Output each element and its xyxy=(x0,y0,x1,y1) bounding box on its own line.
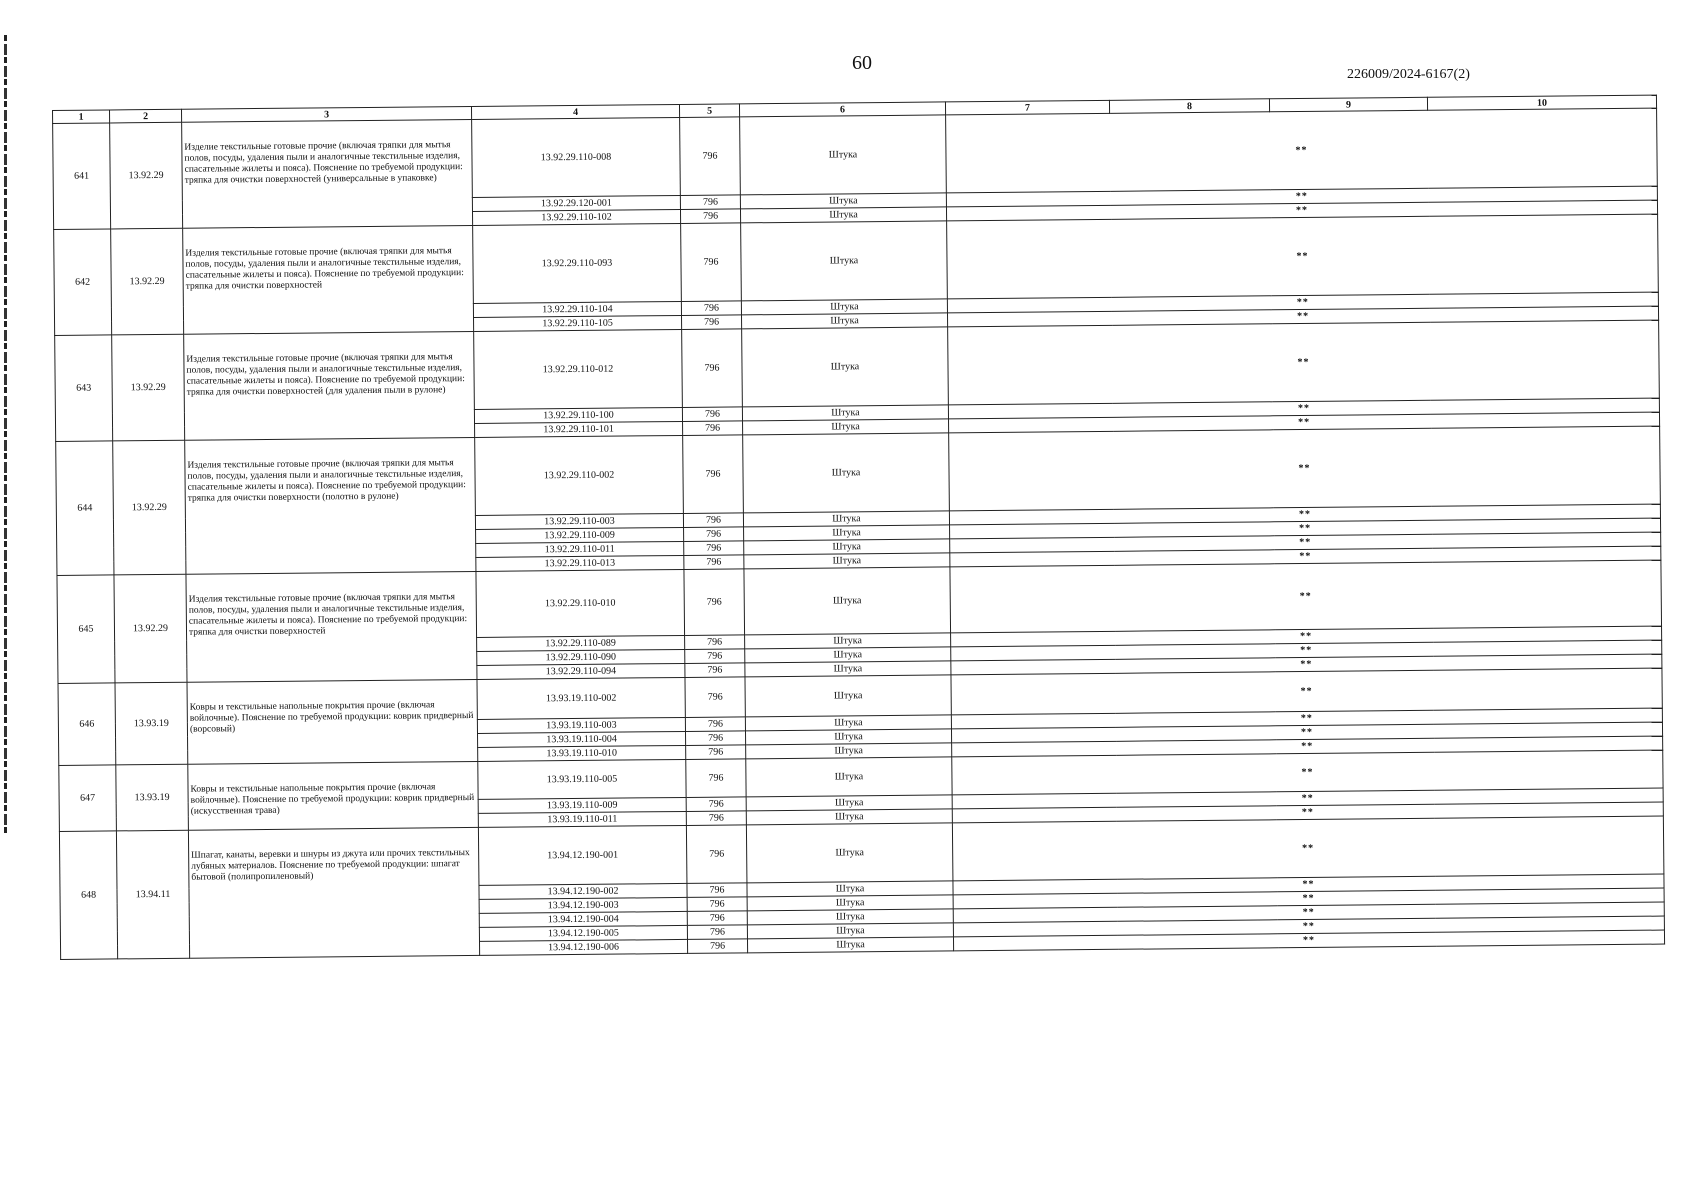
ktru-code: 13.94.12.190-006 xyxy=(480,939,688,955)
unit-name: Штука xyxy=(747,937,953,953)
characteristics-note: ** xyxy=(950,518,1661,539)
page-number: 60 xyxy=(852,52,872,74)
characteristics-note: ** xyxy=(953,916,1664,937)
ktru-code: 13.94.12.190-001 xyxy=(478,825,687,885)
table-body xyxy=(53,108,1665,959)
ktru-code: 13.93.19.110-009 xyxy=(478,797,686,813)
characteristics-note: ** xyxy=(950,546,1661,567)
unit-name: Штука xyxy=(744,567,951,635)
okei-code: 796 xyxy=(684,569,745,636)
ktru-code: 13.93.19.110-004 xyxy=(478,731,686,747)
unit-name: Штука xyxy=(741,313,947,329)
okei-code: 796 xyxy=(683,435,744,514)
item-description: Ковры и текстильные напольные покрытия прочие (включая войлочные). Пояснение по требуемой продукции: коврик придверный (ворсовый) xyxy=(187,679,478,764)
item-description: Шпагат, канаты, веревки и шнуры из джута или прочих текстильных лубяных материалов. Пояснение по требуемой продукции: шпагат бытовой (полипропиленовый) xyxy=(188,827,479,958)
unit-name: Штука xyxy=(740,115,947,195)
unit-name: Штука xyxy=(745,729,951,745)
okei-code: 796 xyxy=(686,811,746,826)
characteristics-note: ** xyxy=(947,306,1658,327)
okei-code: 796 xyxy=(682,315,742,330)
okei-code: 796 xyxy=(687,925,747,940)
okpd-code: 13.92.29 xyxy=(113,440,186,575)
ktru-code: 13.94.12.190-002 xyxy=(479,883,687,899)
document-number: 226009/2024-6167(2) xyxy=(1347,67,1470,82)
okei-code: 796 xyxy=(680,209,740,224)
ktru-code: 13.92.29.110-009 xyxy=(476,527,684,543)
unit-name: Штука xyxy=(746,795,952,811)
column-header-9: 9 xyxy=(1269,97,1427,112)
okei-code: 796 xyxy=(686,759,746,798)
ktru-code: 13.93.19.110-002 xyxy=(477,677,685,719)
ktru-code: 13.93.19.110-011 xyxy=(478,811,686,827)
characteristics-note: ** xyxy=(947,292,1658,313)
unit-name: Штука xyxy=(745,715,951,731)
okpd-code: 13.93.19 xyxy=(116,764,189,831)
characteristics-note: ** xyxy=(952,750,1663,795)
characteristics-note: ** xyxy=(952,802,1663,823)
characteristics-note: ** xyxy=(952,736,1663,757)
ktru-code: 13.92.29.110-012 xyxy=(474,329,683,409)
unit-name: Штука xyxy=(744,539,950,555)
okei-code: 796 xyxy=(686,797,746,812)
okei-code: 796 xyxy=(682,329,743,408)
characteristics-note: ** xyxy=(951,668,1662,715)
item-number: 643 xyxy=(55,335,113,442)
okei-code: 796 xyxy=(687,939,747,954)
item-description: Изделия текстильные готовые прочие (включая тряпки для мытья полов, посуды, удаления пыли и аналогичные текстильные изделия, спасательные жилеты и пояса). Пояснение по требуемой продукции: тряпка для очистки поверхностей xyxy=(186,571,477,682)
characteristics-note: ** xyxy=(953,888,1664,909)
ktru-code: 13.94.12.190-003 xyxy=(479,897,687,913)
okpd-code: 13.94.11 xyxy=(116,830,189,959)
okpd-code: 13.92.29 xyxy=(111,228,184,335)
okei-code: 796 xyxy=(685,663,745,678)
ktru-code: 13.93.19.110-010 xyxy=(478,745,686,761)
characteristics-note: ** xyxy=(952,788,1663,809)
okei-code: 796 xyxy=(680,195,740,210)
okei-code: 796 xyxy=(680,117,741,196)
okpd-code: 13.92.29 xyxy=(110,122,183,229)
okei-code: 796 xyxy=(686,745,746,760)
ktru-code: 13.94.12.190-004 xyxy=(479,911,687,927)
okei-code: 796 xyxy=(687,883,747,898)
unit-name: Штука xyxy=(747,895,953,911)
item-description: Изделия текстильные готовые прочие (включая тряпки для мытья полов, посуды, удаления пыли и аналогичные текстильные изделия, спасательные жилеты и пояса). Пояснение по требуемой продукции: тряпка для очистки поверхностей xyxy=(183,225,474,334)
okpd-code: 13.92.29 xyxy=(114,574,187,683)
ktru-code: 13.94.12.190-005 xyxy=(479,925,687,941)
unit-name: Штука xyxy=(745,661,951,677)
unit-name: Штука xyxy=(746,757,952,797)
okei-code: 796 xyxy=(684,527,744,542)
characteristics-note: ** xyxy=(952,816,1664,881)
characteristics-note: ** xyxy=(953,930,1664,951)
ktru-code: 13.92.29.110-008 xyxy=(472,117,681,197)
ktru-code: 13.93.19.110-005 xyxy=(478,759,686,799)
ktru-code: 13.93.19.110-003 xyxy=(477,717,685,733)
column-header-1: 1 xyxy=(53,110,110,124)
item-description: Ковры и текстильные напольные покрытия прочие (включая войлочные). Пояснение по требуемой продукции: коврик придверный (искусственная трава) xyxy=(188,761,479,830)
characteristics-note: ** xyxy=(951,708,1662,729)
unit-name: Штука xyxy=(743,419,949,435)
unit-name: Штука xyxy=(747,909,953,925)
characteristics-note: ** xyxy=(953,902,1664,923)
characteristics-note: ** xyxy=(947,214,1659,299)
okei-code: 796 xyxy=(684,555,744,570)
scan-binding-edge xyxy=(4,35,7,835)
column-header-7: 7 xyxy=(945,100,1109,115)
ktru-code: 13.92.29.110-105 xyxy=(474,315,682,331)
ktru-code: 13.92.29.110-093 xyxy=(473,223,682,303)
item-number: 647 xyxy=(59,765,117,832)
characteristics-note: ** xyxy=(949,412,1660,433)
unit-name: Штука xyxy=(742,327,949,407)
column-header-2: 2 xyxy=(110,109,182,123)
unit-name: Штука xyxy=(747,881,953,897)
ktru-code: 13.92.29.110-003 xyxy=(475,513,683,529)
unit-name: Штука xyxy=(745,633,951,649)
ktru-code: 13.92.29.110-101 xyxy=(475,421,683,437)
unit-name: Штука xyxy=(745,647,951,663)
characteristics-note: ** xyxy=(949,426,1661,511)
item-number: 644 xyxy=(56,441,114,576)
unit-name: Штука xyxy=(743,511,949,527)
okei-code: 796 xyxy=(686,825,747,884)
unit-name: Штука xyxy=(747,923,953,939)
okei-code: 796 xyxy=(685,717,745,732)
characteristics-note: ** xyxy=(946,108,1658,193)
okei-code: 796 xyxy=(685,731,745,746)
okei-code: 796 xyxy=(685,649,745,664)
unit-name: Штука xyxy=(740,193,946,209)
unit-name: Штука xyxy=(743,433,950,513)
item-number: 645 xyxy=(57,575,115,684)
ktru-code: 13.92.29.110-100 xyxy=(474,407,682,423)
okei-code: 796 xyxy=(687,911,747,926)
procurement-table-sheet xyxy=(52,95,1664,960)
unit-name: Штука xyxy=(746,823,953,883)
characteristics-note: ** xyxy=(950,560,1662,633)
column-header-6: 6 xyxy=(739,102,945,117)
item-number: 646 xyxy=(58,683,116,766)
characteristics-note: ** xyxy=(950,532,1661,553)
ktru-code: 13.92.29.110-013 xyxy=(476,555,684,571)
okei-code: 796 xyxy=(687,897,747,912)
unit-name: Штука xyxy=(740,207,946,223)
okpd-code: 13.92.29 xyxy=(112,334,185,441)
unit-name: Штука xyxy=(746,809,952,825)
okei-code: 796 xyxy=(682,407,742,422)
ktru-code: 13.92.29.110-010 xyxy=(476,569,685,637)
okei-code: 796 xyxy=(681,223,742,302)
ktru-code: 13.92.29.110-002 xyxy=(475,435,684,515)
item-description: Изделия текстильные готовые прочие (включая тряпки для мытья полов, посуды, удаления пыли и аналогичные текстильные изделия, спасательные жилеты и пояса). Пояснение по требуемой продукции: тряпка для очистки поверхностей (для удаления пыли в рулоне) xyxy=(184,331,475,440)
column-header-5: 5 xyxy=(679,104,739,118)
characteristics-note: ** xyxy=(948,320,1660,405)
ktru-code: 13.92.29.120-001 xyxy=(472,195,680,211)
okei-code: 796 xyxy=(685,677,745,718)
ktru-code: 13.92.29.110-090 xyxy=(477,649,685,665)
characteristics-note: ** xyxy=(946,200,1657,221)
column-header-10: 10 xyxy=(1427,95,1656,110)
characteristics-note: ** xyxy=(951,722,1662,743)
column-header-8: 8 xyxy=(1109,99,1269,114)
unit-name: Штука xyxy=(742,405,948,421)
column-header-3: 3 xyxy=(181,106,471,122)
ktru-code: 13.92.29.110-104 xyxy=(473,301,681,317)
unit-name: Штука xyxy=(741,299,947,315)
item-number: 641 xyxy=(53,123,111,230)
ktru-code: 13.92.29.110-011 xyxy=(476,541,684,557)
okpd-code: 13.93.19 xyxy=(115,682,188,765)
item-description: Изделия текстильные готовые прочие (включая тряпки для мытья полов, посуды, удаления пыли и аналогичные текстильные изделия, спасательные жилеты и пояса). Пояснение по требуемой продукции: тряпка для очистки поверхности (полотно в рулоне) xyxy=(185,437,476,574)
unit-name: Штука xyxy=(745,675,951,717)
ktru-code: 13.92.29.110-102 xyxy=(472,209,680,225)
characteristics-note: ** xyxy=(951,640,1662,661)
unit-name: Штука xyxy=(744,553,950,569)
unit-name: Штука xyxy=(741,221,948,301)
item-description: Изделие текстильные готовые прочие (включая тряпки для мытья полов, посуды, удаления пыли и аналогичные текстильные изделия, спасательные жилеты и пояса). Пояснение по требуемой продукции: тряпка для очистки поверхностей (универсальные в упаковке) xyxy=(182,119,473,228)
procurement-table xyxy=(52,95,1665,960)
item-number: 648 xyxy=(59,831,117,960)
characteristics-note: ** xyxy=(951,626,1662,647)
ktru-code: 13.92.29.110-094 xyxy=(477,663,685,679)
okei-code: 796 xyxy=(683,513,743,528)
column-header-4: 4 xyxy=(471,104,679,119)
ktru-code: 13.92.29.110-089 xyxy=(477,635,685,651)
characteristics-note: ** xyxy=(953,874,1664,895)
characteristics-note: ** xyxy=(946,186,1657,207)
characteristics-note: ** xyxy=(949,504,1660,525)
okei-code: 796 xyxy=(681,301,741,316)
okei-code: 796 xyxy=(683,421,743,436)
item-number: 642 xyxy=(54,229,112,336)
characteristics-note: ** xyxy=(951,654,1662,675)
okei-code: 796 xyxy=(684,541,744,556)
okei-code: 796 xyxy=(685,635,745,650)
characteristics-note: ** xyxy=(948,398,1659,419)
unit-name: Штука xyxy=(746,743,952,759)
unit-name: Штука xyxy=(744,525,950,541)
